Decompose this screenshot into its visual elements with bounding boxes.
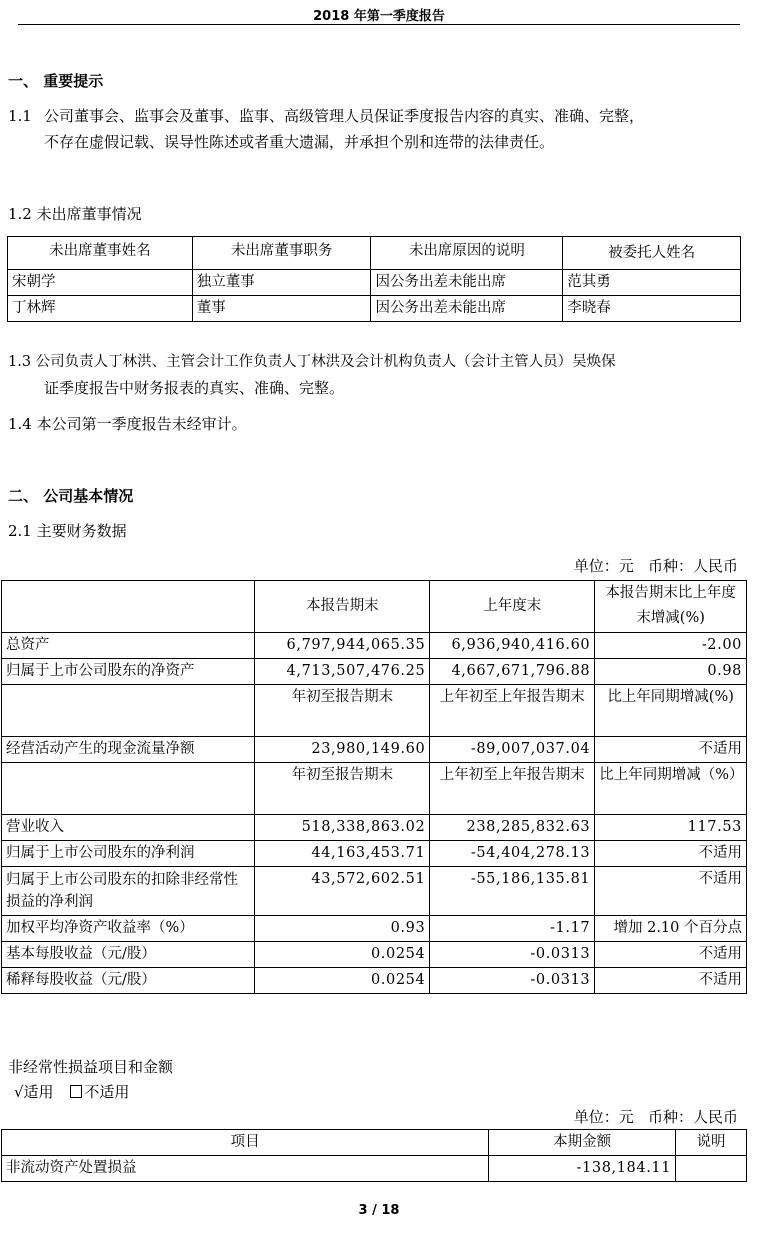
table-cell: -138,184.11 (489, 1156, 676, 1182)
table-cell: 李晓春 (563, 296, 741, 322)
row-label: 总资产 (2, 633, 255, 659)
row-label: 加权平均净资产收益率（%） (2, 916, 255, 942)
table-cell: 44,163,453.71 (255, 841, 430, 867)
table-cell: 23,980,149.60 (255, 737, 430, 763)
table-cell: 6,797,944,065.35 (255, 633, 430, 659)
nonrecurring-table (1, 1129, 747, 1182)
table-cell: 0.0254 (255, 968, 430, 994)
unit-label: 单位：元 币种：人民币 (573, 557, 738, 575)
table-cell: 不适用 (595, 968, 747, 994)
table-cell: -0.0313 (430, 968, 595, 994)
section-2-title: 二、 公司基本情况 (8, 487, 134, 505)
para-1-3-line2: 证季度报告中财务报表的真实、准确、完整。 (44, 379, 345, 397)
row-label: 归属于上市公司股东的净资产 (2, 659, 255, 685)
row-label: 经营活动产生的现金流量净额 (2, 737, 255, 763)
row-label: 非流动资产处置损益 (2, 1156, 489, 1182)
table-header: 年初至报告期末 (255, 763, 430, 815)
table-cell: 不适用 (595, 737, 747, 763)
table-cell: 117.53 (595, 815, 747, 841)
para-2-1: 2.1 主要财务数据 (8, 522, 127, 540)
table-header: 被委托人姓名 (563, 237, 741, 270)
table-cell: -1.17 (430, 916, 595, 942)
unit-label-2: 单位：元 币种：人民币 (573, 1108, 738, 1126)
table-header: 本期金额 (489, 1130, 676, 1156)
table-header: 上年初至上年报告期末 (430, 763, 595, 815)
table-cell: -55,186,135.81 (430, 867, 595, 916)
section-1-title: 一、 重要提示 (8, 72, 104, 90)
table-cell: 0.0254 (255, 942, 430, 968)
table-header: 未出席董事姓名 (8, 237, 193, 270)
table-cell: 43,572,602.51 (255, 867, 430, 916)
header-rule (18, 24, 740, 25)
table-cell: 董事 (192, 296, 371, 322)
applicable-check: √适用 (14, 1083, 54, 1101)
table-cell (2, 763, 255, 815)
not-applicable-label: 不适用 (84, 1083, 130, 1101)
table-cell (676, 1156, 747, 1182)
table-header: 未出席董事职务 (192, 237, 371, 270)
absent-directors-table (7, 236, 741, 322)
table-cell: -54,404,278.13 (430, 841, 595, 867)
table-header: 未出席原因的说明 (371, 237, 563, 270)
table-cell: 不适用 (595, 867, 747, 916)
table-cell: 独立董事 (192, 270, 371, 296)
table-header: 年初至报告期末 (255, 685, 430, 737)
table-cell: 238,285,832.63 (430, 815, 595, 841)
row-label: 归属于上市公司股东的扣除非经常性损益的净利润 (2, 867, 255, 916)
table-cell: -0.0313 (430, 942, 595, 968)
table-cell: 不适用 (595, 841, 747, 867)
para-1-3-line1: 1.3 公司负责人丁林洪、主管会计工作负责人丁林洪及会计机构负责人（会计主管人员）吴焕保 (8, 354, 616, 370)
table-header: 本报告期末 (255, 581, 430, 633)
table-cell: 518,338,863.02 (255, 815, 430, 841)
para-1-1-line2: 不存在虚假记载、误导性陈述或者重大遗漏，并承担个别和连带的法律责任。 (44, 133, 555, 151)
para-1-1-num: 1.1 (8, 107, 32, 125)
table-header: 上年初至上年报告期末 (430, 685, 595, 737)
table-cell: 0.93 (255, 916, 430, 942)
table-cell: 丁林辉 (8, 296, 193, 322)
table-header: 本报告期末比上年度末增减(%) (595, 581, 747, 633)
table-cell: -89,007,037.04 (430, 737, 595, 763)
row-label: 基本每股收益（元/股） (2, 942, 255, 968)
page-number: 3 / 18 (358, 1203, 400, 1218)
table-cell: 因公务出差未能出席 (371, 296, 563, 322)
table-cell: 4,713,507,476.25 (255, 659, 430, 685)
table-header: 比上年同期增减（%） (595, 763, 747, 815)
applicable-options (14, 1079, 129, 1105)
table-cell (2, 581, 255, 633)
row-label: 稀释每股收益（元/股） (2, 968, 255, 994)
para-1-2: 1.2 未出席董事情况 (8, 205, 142, 223)
financial-data-table (1, 580, 747, 994)
table-cell: 宋朝学 (8, 270, 193, 296)
table-header: 项目 (2, 1130, 489, 1156)
table-cell: 0.98 (595, 659, 747, 685)
table-cell: 增加 2.10 个百分点 (595, 916, 747, 942)
row-label: 归属于上市公司股东的净利润 (2, 841, 255, 867)
table-cell: 4,667,671,796.88 (430, 659, 595, 685)
row-label: 营业收入 (2, 815, 255, 841)
para-1-1-line1: 公司董事会、监事会及董事、监事、高级管理人员保证季度报告内容的真实、准确、完整， (44, 107, 645, 125)
table-cell: 不适用 (595, 942, 747, 968)
table-header: 说明 (676, 1130, 747, 1156)
table-cell: -2.00 (595, 633, 747, 659)
nonrecurring-title: 非经常性损益项目和金额 (8, 1058, 174, 1076)
table-cell (2, 685, 255, 737)
checkbox-icon (70, 1085, 82, 1098)
page-header: 2018 年第一季度报告 (313, 9, 445, 24)
table-header: 上年度末 (430, 581, 595, 633)
table-cell: 6,936,940,416.60 (430, 633, 595, 659)
para-1-4: 1.4 本公司第一季度报告未经审计。 (8, 415, 247, 433)
table-cell: 范其勇 (563, 270, 741, 296)
table-header: 比上年同期增减(%) (595, 685, 747, 737)
table-cell: 因公务出差未能出席 (371, 270, 563, 296)
